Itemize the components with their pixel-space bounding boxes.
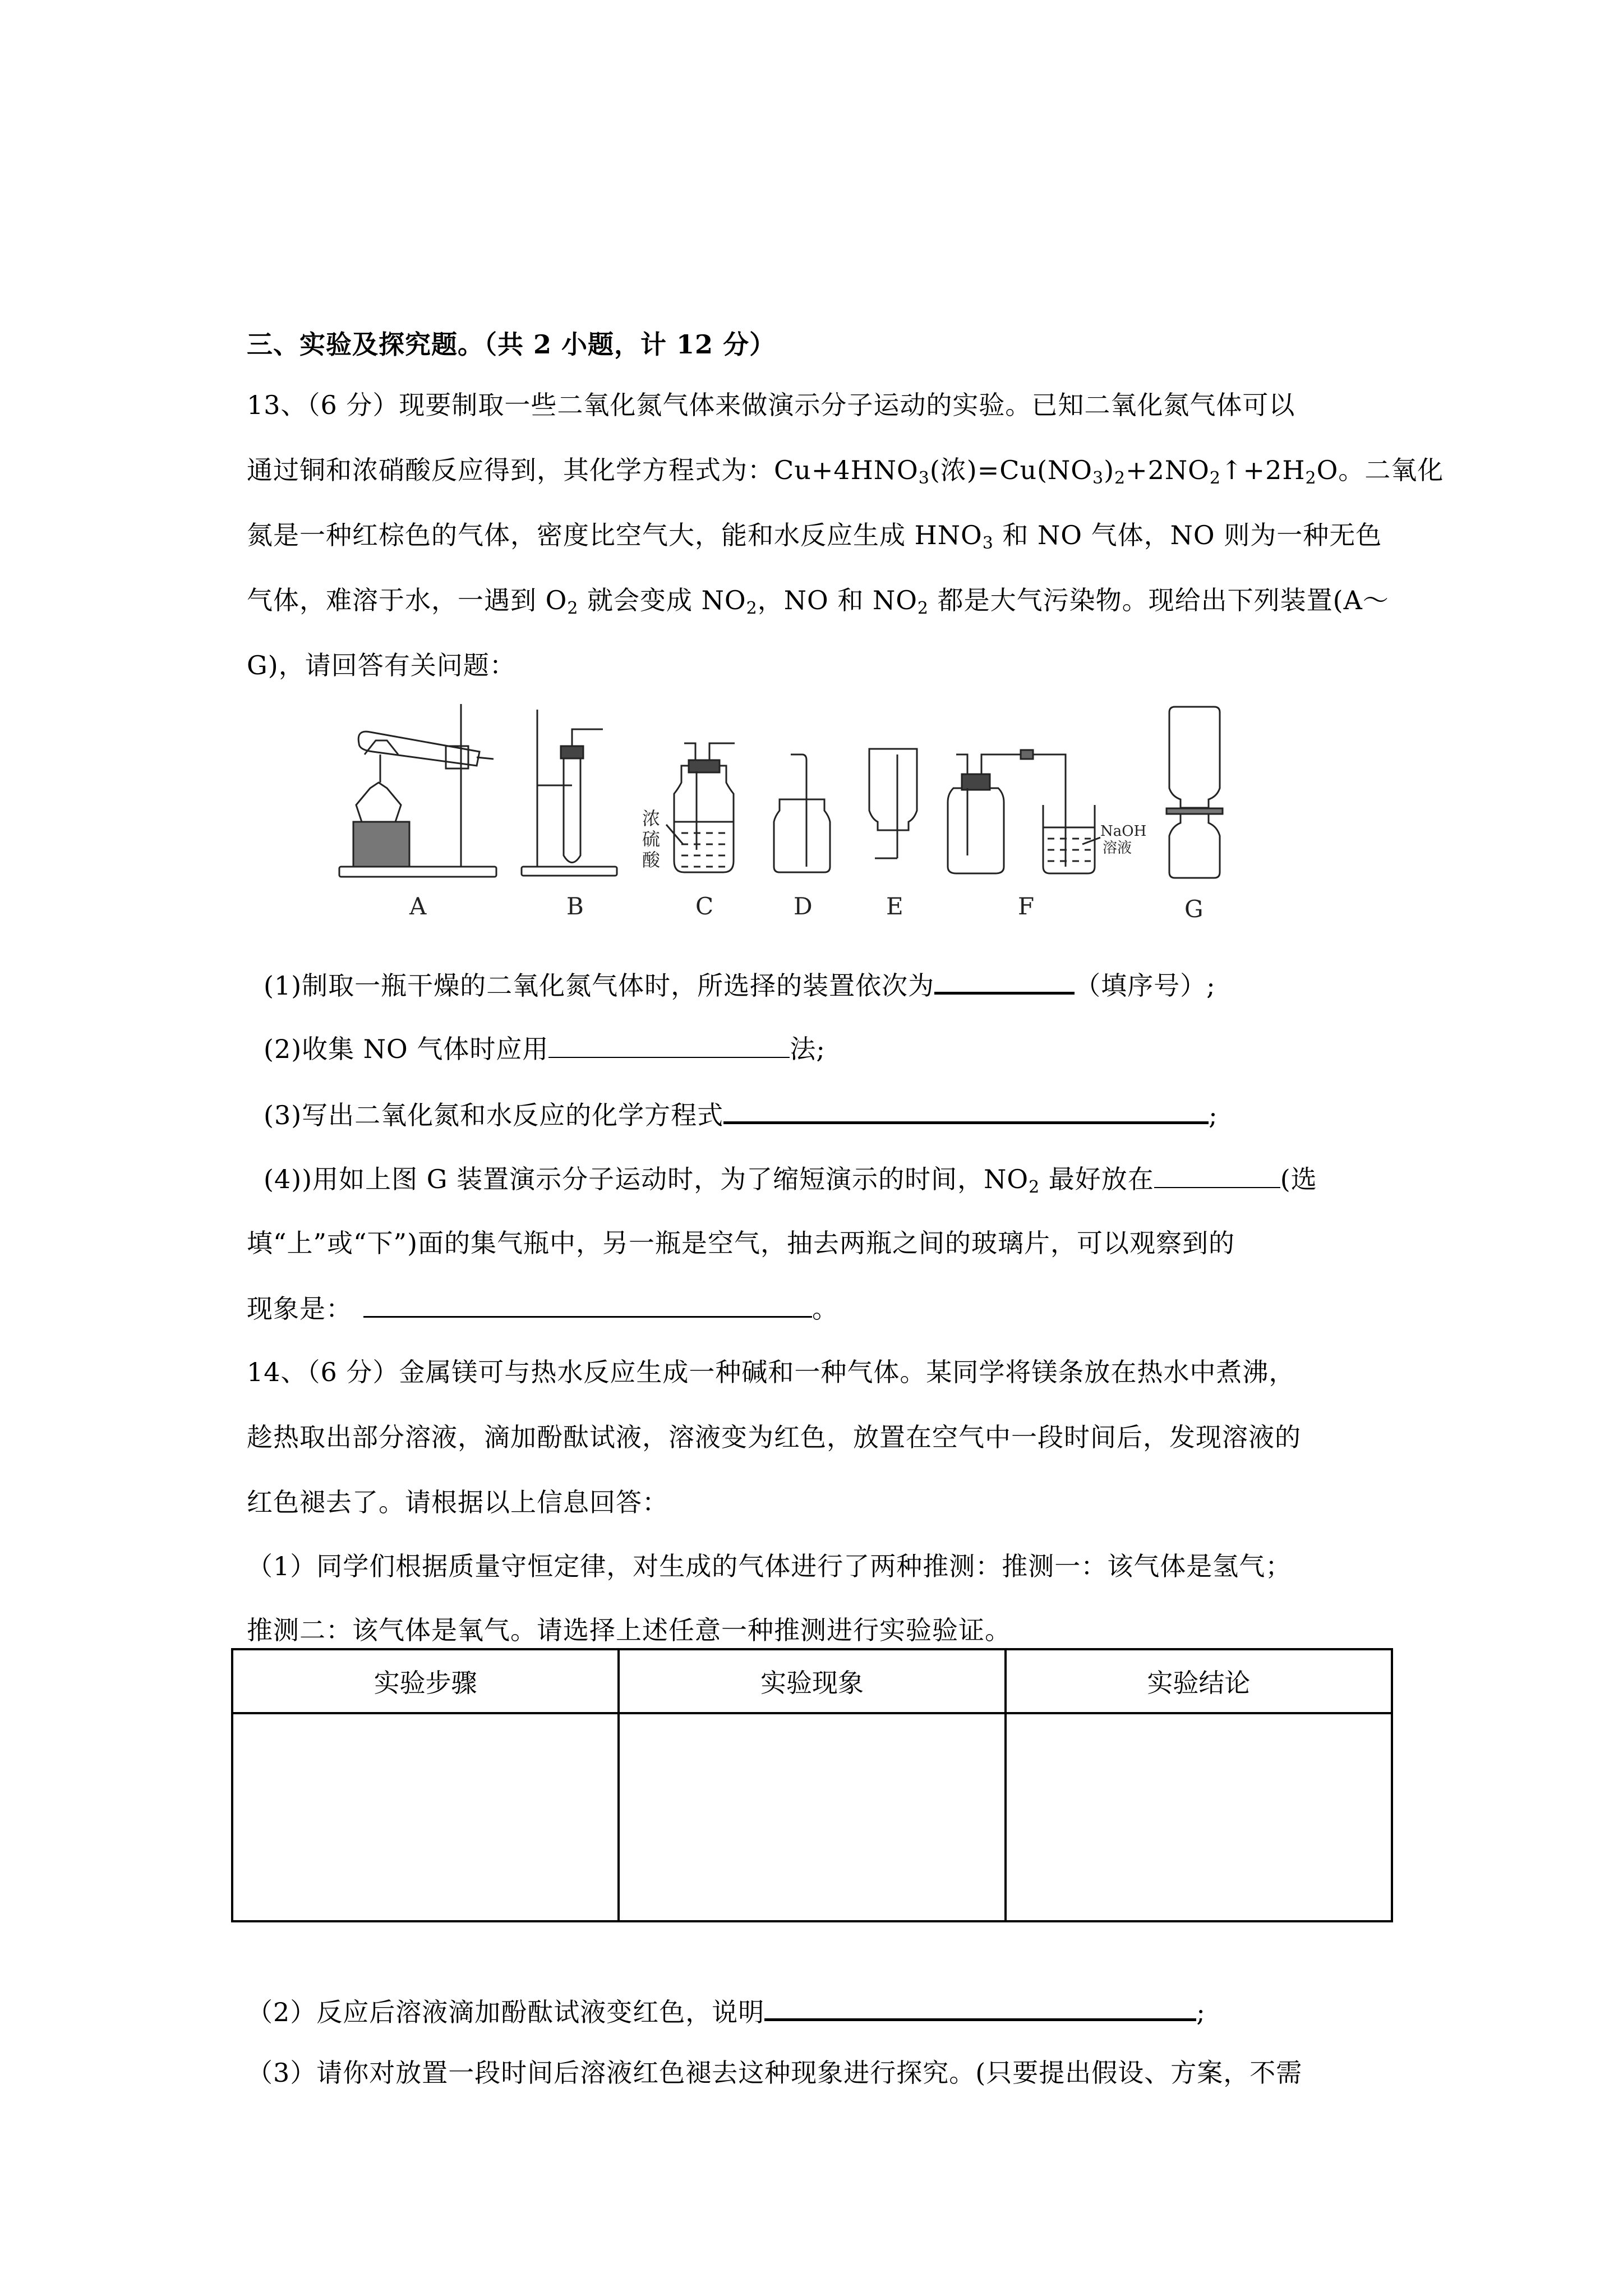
answer-blank-3[interactable] (723, 1096, 1209, 1124)
cell-steps[interactable] (232, 1713, 619, 1921)
q13-line-3 (247, 518, 1382, 552)
text-part: 氮是一种红棕色的气体，密度比空气大，能和水反应生成 HNO (247, 520, 983, 550)
header-phenomena: 实验现象 (619, 1649, 1005, 1713)
label-f: F (1018, 892, 1035, 920)
subscript: 3 (918, 468, 930, 488)
table-row (232, 1713, 1392, 1921)
q14-line-3: 红色褪去了。请根据以上信息回答： (247, 1487, 668, 1517)
text-part: 。 (812, 1294, 838, 1324)
subscript: 2 (1029, 1177, 1040, 1197)
text-part: ; (1196, 1997, 1206, 2027)
q14-line-2: 趁热取出部分溶液，滴加酚酞试液，溶液变为红色，放置在空气中一段时间后，发现溶液的 (247, 1422, 1301, 1452)
header-conclusion: 实验结论 (1006, 1649, 1392, 1713)
label-b: B (566, 892, 584, 920)
text-part: 现象是： (247, 1294, 352, 1324)
header-steps: 实验步骤 (232, 1649, 619, 1713)
subscript: 2 (746, 599, 758, 618)
apparatus-g (1166, 707, 1223, 878)
text-part: 都是大气污染物。现给出下列装置(A～ (929, 585, 1389, 615)
answer-blank-2[interactable] (548, 1031, 790, 1058)
text-part: 最好放在 (1040, 1164, 1154, 1194)
q13-line-4 (247, 583, 1389, 617)
apparatus-d (774, 754, 830, 872)
apparatus-c (666, 743, 735, 872)
text-part: ; (1209, 1100, 1218, 1130)
apparatus-f (948, 750, 1100, 873)
apparatus-figure (331, 698, 1284, 934)
label-d: D (794, 892, 813, 920)
label-c: C (695, 892, 714, 920)
c-note-2: 硫 (642, 829, 661, 850)
q14-sub-1-line-2: 推测二：该气体是氧气。请选择上述任意一种推测进行实验验证。 (247, 1615, 1011, 1645)
q13-equation-part: O。二氧化 (1316, 455, 1444, 485)
text-part: (4))用如上图 G 装置演示分子运动时，为了缩短演示的时间，NO (264, 1164, 1029, 1194)
apparatus-a (339, 704, 496, 877)
text-part: 就会变成 NO (578, 585, 746, 615)
q13-line-2 (247, 453, 1444, 487)
q13-equation-part: 通过铜和浓硝酸反应得到，其化学方程式为：Cu+4HNO (247, 455, 919, 485)
q13-equation-part: +2NO (1126, 455, 1210, 485)
c-note-1: 浓 (642, 808, 661, 829)
q13-sub-4-line-1 (264, 1161, 1317, 1196)
q13-sub-2 (264, 1031, 826, 1066)
apparatus-e (869, 749, 917, 858)
answer-blank-1[interactable] (934, 966, 1075, 995)
q13-sub-1 (264, 966, 1216, 1002)
c-note-3: 酸 (642, 849, 661, 871)
subscript: 3 (982, 533, 994, 553)
q13-line-5: G)，请回答有关问题： (247, 650, 516, 680)
subscript: 2 (1114, 468, 1126, 488)
q13-equation-part: (浓)=Cu(NO (929, 455, 1092, 485)
text-part: （填序号）; (1075, 970, 1216, 1001)
answer-blank-5[interactable] (363, 1290, 812, 1318)
q13-sub-4-line-3 (247, 1290, 838, 1326)
subscript: 2 (1209, 468, 1221, 488)
cell-conclusion[interactable] (1006, 1713, 1392, 1921)
subscript: 3 (1092, 468, 1104, 488)
section-title: 三、实验及探究题。（共 2 小题，计 12 分） (247, 329, 776, 360)
q14-sub-3: （3）请你对放置一段时间后溶液红色褪去这种现象进行探究。(只要提出假设、方案，不需 (247, 2058, 1303, 2088)
answer-blank-6[interactable] (764, 1993, 1196, 2021)
answer-blank-4[interactable] (1154, 1161, 1280, 1188)
subscript: 2 (917, 599, 929, 618)
subscript: 2 (567, 599, 579, 618)
q13-equation-part: ↑+2H (1221, 455, 1306, 485)
table-header-row (232, 1649, 1392, 1713)
label-a: A (409, 892, 427, 920)
q14-sub-2 (247, 1993, 1206, 2029)
f-note-naoh: NaOH (1100, 823, 1147, 840)
text-part: (选 (1280, 1164, 1317, 1194)
q13-equation-part: ) (1104, 455, 1115, 485)
text-part: (3)写出二氧化氮和水反应的化学方程式 (264, 1100, 724, 1130)
f-note-solution: 溶液 (1103, 840, 1132, 857)
text-part: 法; (790, 1034, 826, 1064)
q13-sub-3 (264, 1096, 1218, 1132)
apparatus-b (522, 710, 617, 876)
text-part: 和 NO 气体，NO 则为一种无色 (993, 520, 1382, 550)
text-part: ，NO 和 NO (757, 585, 917, 615)
text-part: (2)收集 NO 气体时应用 (264, 1034, 549, 1064)
q14-line-1: 14、（6 分）金属镁可与热水反应生成一种碱和一种气体。某同学将镁条放在热水中煮沸， (247, 1357, 1295, 1387)
text-part: （2）反应后溶液滴加酚酞试液变红色，说明 (247, 1997, 765, 2027)
label-g: G (1184, 895, 1204, 923)
experiment-table (231, 1648, 1393, 1922)
text-part: 气体，难溶于水，一遇到 O (247, 585, 568, 615)
q13-line-1: 13、（6 分）现要制取一些二氧化氮气体来做演示分子运动的实验。已知二氧化氮气体可以 (247, 390, 1295, 420)
subscript: 2 (1305, 468, 1317, 488)
q14-sub-1-line-1: （1）同学们根据质量守恒定律，对生成的气体进行了两种推测：推测一：该气体是氢气； (247, 1551, 1292, 1581)
cell-phenomena[interactable] (619, 1713, 1005, 1921)
q13-sub-4-line-2: 填“上”或“下”)面的集气瓶中，另一瓶是空气，抽去两瓶之间的玻璃片，可以观察到的 (247, 1228, 1235, 1258)
label-e: E (886, 892, 903, 920)
text-part: (1)制取一瓶干燥的二氧化氮气体时，所选择的装置依次为 (264, 970, 935, 1001)
